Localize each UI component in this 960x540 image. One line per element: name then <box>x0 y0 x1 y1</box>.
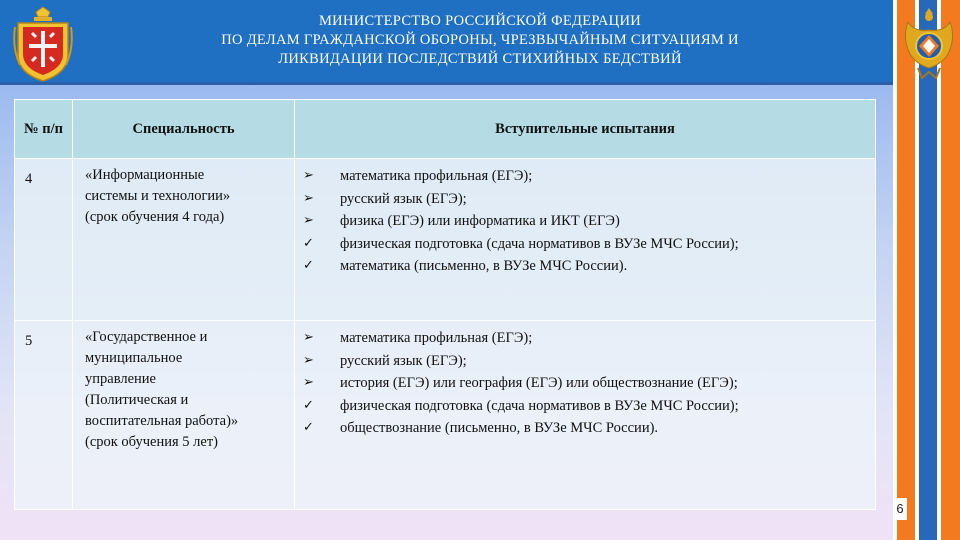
specialty-line: муниципальное <box>85 350 183 366</box>
header-specialty: Специальность <box>73 100 295 159</box>
specialty-line: управление <box>85 371 156 387</box>
exam-text: физическая подготовка (сдача нормативов в ВУЗе МЧС России); <box>340 397 739 414</box>
exam-item <box>303 210 865 233</box>
checkmark-bullet-icon: ✓ <box>303 420 314 435</box>
exams-cell <box>295 159 876 321</box>
exam-item <box>303 327 865 350</box>
arrow-bullet-icon: ➢ <box>303 190 314 206</box>
exam-text: физическая подготовка (сдача нормативов в ВУЗе МЧС России); <box>340 235 739 252</box>
slide-header <box>0 0 893 85</box>
exam-text: математика профильная (ЕГЭ); <box>340 330 533 346</box>
exam-text: физика (ЕГЭ) или информатика и ИКТ (ЕГЭ) <box>340 213 620 229</box>
specialty-line: (Политическая и <box>85 392 189 408</box>
exam-list <box>303 327 865 440</box>
exam-list <box>303 165 865 278</box>
checkmark-bullet-icon: ✓ <box>303 397 314 413</box>
admission-table <box>14 99 876 510</box>
table-row <box>15 321 876 510</box>
arrow-bullet-icon: ➢ <box>303 352 314 368</box>
arrow-bullet-icon: ➢ <box>303 375 314 390</box>
row-number: 4 <box>15 159 73 321</box>
emercom-emblem-icon <box>900 2 958 84</box>
page-number: 6 <box>893 498 907 520</box>
specialty-line: «Государственное и <box>85 329 208 345</box>
table-row <box>15 159 876 321</box>
header-num: № п/п <box>15 100 73 159</box>
ministry-title-line: ЛИКВИДАЦИИ ПОСЛЕДСТВИЙ СТИХИЙНЫХ БЕДСТВИЙ <box>278 51 682 67</box>
exam-item <box>303 372 865 395</box>
specialty-cell <box>73 159 295 321</box>
arrow-bullet-icon: ➢ <box>303 213 314 228</box>
exam-item <box>303 165 865 188</box>
exam-text: русский язык (ЕГЭ); <box>340 190 467 207</box>
checkmark-bullet-icon: ✓ <box>303 235 314 251</box>
specialty-line: (срок обучения 5 лет) <box>85 434 219 450</box>
exam-text: история (ЕГЭ) или география (ЕГЭ) или обществознание (ЕГЭ); <box>340 375 738 391</box>
specialty-line: воспитательная работа)» <box>85 413 239 429</box>
exam-text: обществознание (письменно, в ВУЗе МЧС России). <box>340 420 659 436</box>
checkmark-bullet-icon: ✓ <box>303 258 314 273</box>
exam-item <box>303 255 865 278</box>
arrow-bullet-icon: ➢ <box>303 168 314 183</box>
row-number: 5 <box>15 321 73 510</box>
exams-cell <box>295 321 876 510</box>
specialty-line: (срок обучения 4 года) <box>85 209 225 225</box>
table-header-row <box>15 100 876 159</box>
header-exams: Вступительные испытания <box>295 100 876 159</box>
exam-item <box>303 395 865 418</box>
tula-coat-of-arms-icon <box>12 3 74 83</box>
exam-item <box>303 188 865 211</box>
exam-item <box>303 417 865 440</box>
ministry-title-line: ПО ДЕЛАМ ГРАЖДАНСКОЙ ОБОРОНЫ, ЧРЕЗВЫЧАЙНЫМ СИТУАЦИЯМ И <box>221 32 739 48</box>
specialty-cell <box>73 321 295 510</box>
arrow-bullet-icon: ➢ <box>303 330 314 345</box>
exam-text: математика (письменно, в ВУЗе МЧС России). <box>340 258 628 274</box>
ministry-title-line: МИНИСТЕРСТВО РОССИЙСКОЙ ФЕДЕРАЦИИ <box>318 13 641 29</box>
specialty-line: «Информационные <box>85 167 205 183</box>
exam-item <box>303 350 865 373</box>
exam-item <box>303 233 865 256</box>
exam-text: математика профильная (ЕГЭ); <box>340 168 533 184</box>
specialty-line: системы и технологии» <box>85 188 231 204</box>
ministry-title <box>110 12 850 69</box>
exam-text: русский язык (ЕГЭ); <box>340 352 467 369</box>
